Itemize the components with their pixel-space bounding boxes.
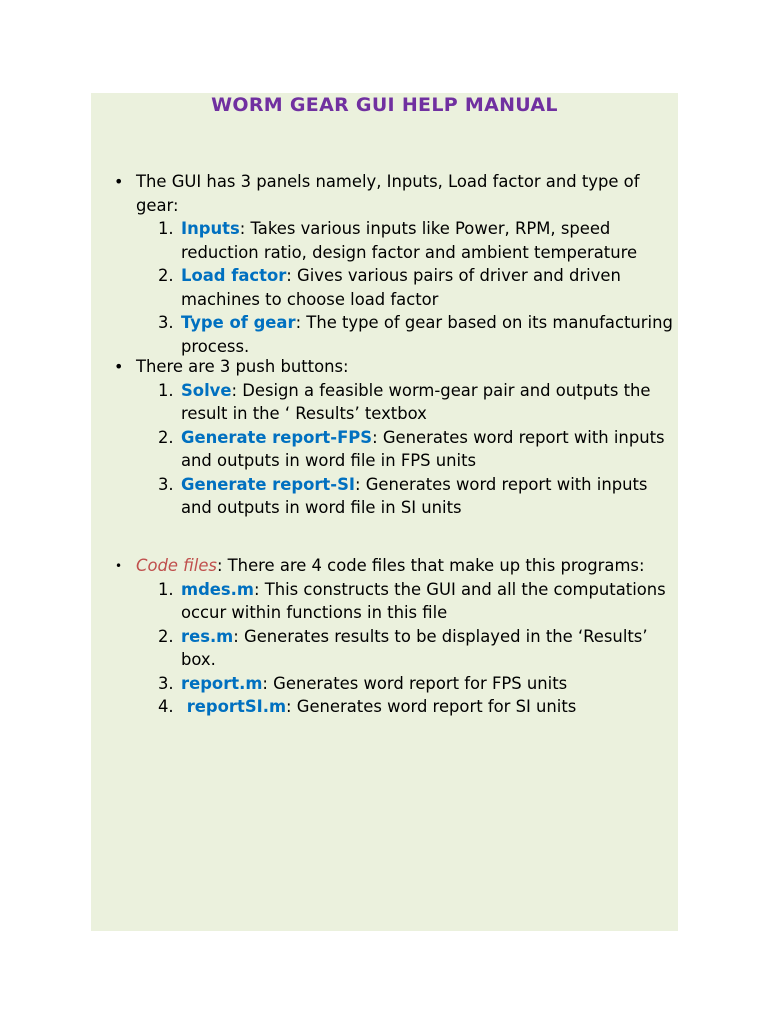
panels-section	[111, 170, 681, 358]
item-description: : This constructs the GUI and all the computations occur within functions in this file	[181, 579, 666, 622]
item-keyword: Generate report-SI	[181, 474, 355, 494]
item-keyword: Load factor	[181, 266, 287, 285]
item-keyword: Solve	[181, 380, 232, 400]
list-item	[111, 311, 681, 358]
item-description: : Generates word report for SI units	[286, 697, 577, 716]
list-item	[111, 695, 681, 719]
bullet-icon: •	[114, 172, 124, 191]
push-buttons-list	[111, 379, 681, 520]
item-number: 4.	[158, 697, 174, 716]
item-keyword: reportSI.m	[181, 697, 287, 716]
item-number: 2.	[158, 266, 174, 285]
item-number: 1.	[158, 219, 174, 238]
item-number: 3.	[158, 673, 174, 693]
bullet-icon: •	[114, 357, 124, 376]
item-description: : Generates word report with inputs and outputs in word file in FPS units	[181, 427, 665, 470]
panels-list	[111, 217, 681, 358]
list-item	[111, 426, 681, 473]
item-number: 1.	[158, 579, 174, 599]
item-number: 1.	[158, 380, 174, 400]
list-item	[111, 672, 681, 696]
title-text: WORM GEAR GUI HELP MANUAL	[211, 94, 558, 116]
item-number: 3.	[158, 313, 174, 332]
panels-intro	[111, 170, 681, 217]
item-keyword: Type of gear	[181, 313, 296, 332]
list-item	[111, 625, 681, 672]
item-number: 2.	[158, 626, 174, 646]
item-keyword: res.m	[181, 626, 234, 646]
item-keyword: Inputs	[181, 219, 240, 238]
list-item	[111, 217, 681, 264]
list-item	[111, 264, 681, 311]
item-description: : Generates word report for FPS units	[262, 673, 568, 693]
item-description: : Takes various inputs like Power, RPM, speed reduction ratio, design factor and ambient temperature	[181, 219, 638, 262]
list-item	[111, 473, 681, 520]
item-keyword: Generate report-FPS	[181, 427, 373, 447]
panels-intro-text: The GUI has 3 panels namely, Inputs, Load factor and type of gear:	[136, 172, 640, 215]
item-description: : Design a feasible worm-gear pair and outputs the result in the ‘ Results’ textbox	[181, 380, 651, 423]
item-description: : Gives various pairs of driver and driven machines to choose load factor	[181, 266, 621, 309]
list-item	[111, 379, 681, 426]
item-description: : The type of gear based on its manufacturing process.	[181, 313, 673, 356]
page-title	[91, 93, 678, 116]
item-keyword: report.m	[181, 673, 263, 693]
code-files-intro	[111, 554, 681, 578]
push-buttons-intro	[111, 355, 681, 379]
item-number: 2.	[158, 427, 174, 447]
item-number: 3.	[158, 474, 174, 494]
code-files-section	[111, 554, 681, 719]
item-keyword: mdes.m	[181, 579, 254, 599]
item-description: : Generates word report with inputs and outputs in word file in SI units	[181, 474, 648, 517]
code-files-keyword: Code files	[136, 556, 217, 575]
bullet-icon: •	[115, 559, 123, 573]
push-buttons-intro-text: There are 3 push buttons:	[136, 357, 349, 376]
code-files-list	[111, 578, 681, 719]
manual-page	[91, 93, 678, 931]
push-buttons-section	[111, 355, 681, 520]
item-description: : Generates results to be displayed in the ‘Results’ box.	[181, 626, 648, 669]
list-item	[111, 578, 681, 625]
code-files-intro-text: : There are 4 code files that make up this programs:	[216, 556, 645, 575]
